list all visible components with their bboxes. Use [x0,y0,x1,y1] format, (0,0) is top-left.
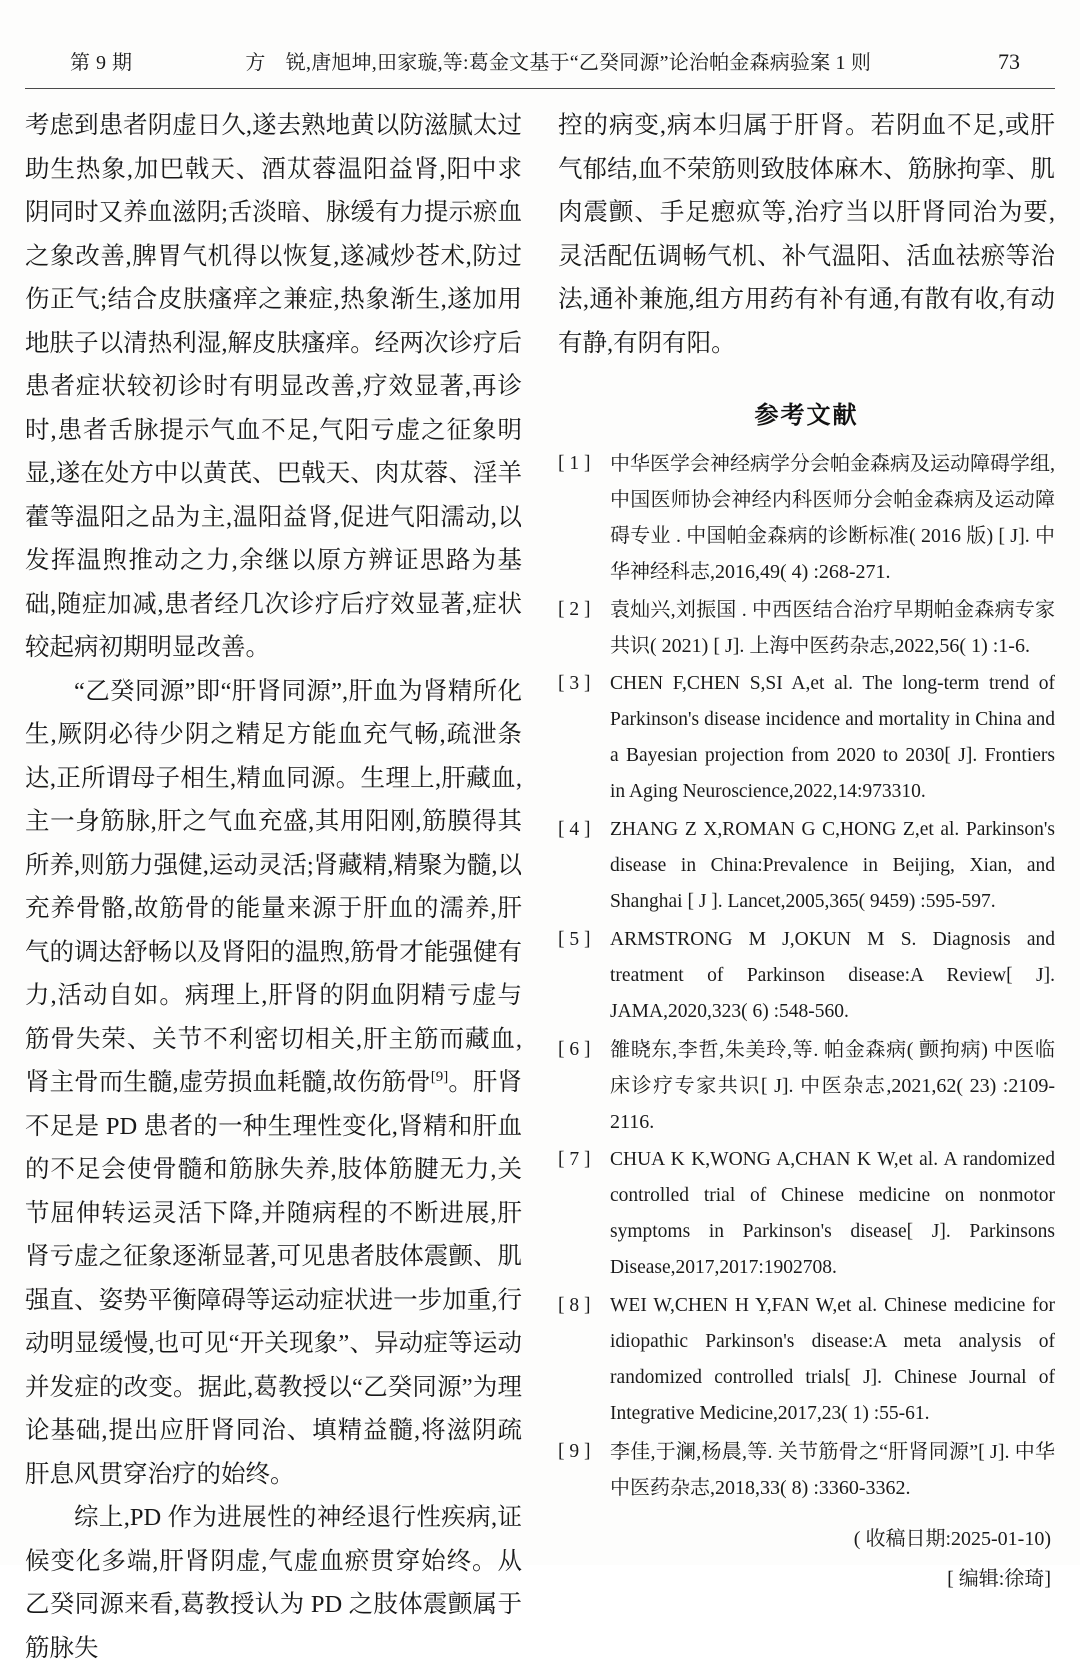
reference-item [558,1032,1055,1140]
received-date: ( 收稿日期:2025-01-10) [853,1528,1051,1550]
reference-text: WEI W,CHEN H Y,FAN W,et al. Chinese medicine for idiopathic Parkinson's disease:A meta analysis of randomized controlled trials[ J]. Chinese Journal of Integrative Medicine,2017,23( 1) :55-61. [610,1295,1055,1424]
reference-text: ARMSTRONG M J,OKUN M S. Diagnosis and treatment of Parkinson disease:A Review[ J]. JAMA,2020,323( 6) :548-560. [610,929,1055,1022]
body-paragraph-3: 综上,PD 作为进展性的神经退行性疾病,证候变化多端,肝肾阴虚,气虚血瘀贯穿始终。从乙癸同源来看,葛教授认为 PD 之肢体震颤属于筋脉失 [25,1504,522,1662]
reference-item [558,666,1055,810]
references-list [558,446,1055,1506]
references-heading: 参考文献 [754,402,859,429]
reference-item [558,922,1055,1030]
running-head [70,46,1020,80]
reference-text: 袁灿兴,刘振国 . 中西医结合治疗早期帕金森病专家共识( 2021) [ J]. 上海中医药杂志,2022,56( 1) :1-6. [610,599,1055,657]
reference-text: 李佳,于澜,杨晨,等. 关节筋骨之“肝肾同源”[ J]. 中华中医药杂志,2018,33( 8) :3360-3362. [610,1441,1055,1499]
reference-item [558,1288,1055,1432]
reference-number: [ 8 ] [558,1295,591,1316]
paragraph-2-tail: 。肝肾不足是 PD 患者的一种生理性变化,肾精和肝血的不足会使骨髓和筋脉失养,肢体筋腱无力,关节屈伸转运灵活下降,并随病程的不断进展,肝肾亏虚之征象逐渐显著,可见患者肢体震颤、肌强直、姿势平衡障碍等运动症状进一步加重,行动明显缓慢,也可见“开关现象”、异动症等运动并发症的改变。据此,葛教授以“乙癸同源”为理论基础,提出应肝肾同治、填精益髓,将滋阴疏肝息风贯穿治疗的始终。 [25,1069,522,1488]
issue-label: 第 9 期 [70,52,133,74]
reference-number: [ 3 ] [558,673,591,694]
reference-text: ZHANG Z X,ROMAN G C,HONG Z,et al. Parkinson's disease in China:Prevalence in Beijing, Xian, and Shanghai [ J ]. Lancet,2005,365( 9459) :595-597. [610,819,1055,912]
continuation-paragraph: 控的病变,病本归属于肝肾。若阴血不足,或肝气郁结,血不荣筋则致肢体麻木、筋脉拘挛、肌肉震颤、手足瘛疭等,治疗当以肝肾同治为要,灵活配伍调畅气机、补气温阳、活血祛瘀等治法,通补兼施,组方用药有补有通,有散有收,有动有静,有阴有阳。 [558,112,1055,357]
reference-number: [ 2 ] [558,599,591,620]
reference-item [558,1142,1055,1286]
page-number: 73 [998,49,1020,74]
paragraph-2-head: “乙癸同源”即“肝肾同源”,肝血为肾精所化生,厥阴必待少阴之精足方能血充气畅,疏泄条达,正所谓母子相生,精血同源。生理上,肝藏血,主一身筋脉,肝之气血充盛,其用阳刚,筋膜得其所养,则筋力强健,运动灵活;肾藏精,精聚为髓,以充养骨骼,故筋骨的能量来源于肝血的濡养,肝气的调达舒畅以及肾阳的温煦,筋骨才能强健有力,活动自如。病理上,肝肾的阴血阴精亏虚与筋骨失荣、关节不利密切相关,肝主筋而藏血,肾主骨而生髓,虚劳损血耗髓,故伤筋骨 [25,677,522,1096]
reference-item [558,812,1055,920]
reference-item [558,446,1055,590]
reference-text: 雒晓东,李哲,朱美玲,等. 帕金森病( 颤拘病) 中医临床诊疗专家共识[ J]. 中医杂志,2021,62( 23) :2109-2116. [610,1039,1055,1133]
reference-number: [ 9 ] [558,1441,591,1462]
editor-line: [ 编辑:徐琦] [947,1568,1051,1590]
header-rule [25,88,1055,89]
reference-text: CHUA K K,WONG A,CHAN K W,et al. A randomized controlled trial of Chinese medicine on nonmotor symptoms in Parkinson's disease[ J]. Parkinsons Disease,2017,2017:1902708. [610,1149,1055,1278]
right-column [558,104,1055,1598]
reference-number: [ 6 ] [558,1039,591,1060]
body-paragraph-2 [25,670,522,1497]
article-running-title: 方 锐,唐旭坤,田家璇,等:葛金文基于“乙癸同源”论治帕金森病验案 1 则 [245,52,872,74]
body-paragraph-1: 考虑到患者阴虚日久,遂去熟地黄以防滋腻太过助生热象,加巴戟天、酒苁蓉温阳益肾,阳中求阴同时又养血滋阴;舌淡暗、脉缓有力提示瘀血之象改善,脾胃气机得以恢复,遂减炒苍术,防过伤正气;结合皮肤瘙痒之兼症,热象渐生,遂加用地肤子以清热利湿,解皮肤瘙痒。经两次诊疗后患者症状较初诊时有明显改善,疗效显著,再诊时,患者舌脉提示气血不足,气阳亏虚之征象明显,遂在处方中以黄芪、巴戟天、肉苁蓉、淫羊藿等温阳之品为主,温阳益肾,促进气阳濡动,以发挥温煦推动之力,余继以原方辨证思路为基础,随症加减,患者经几次诊疗后疗效显著,症状较起病初期明显改善。 [25,112,522,661]
reference-number: [ 7 ] [558,1149,591,1170]
reference-item [558,1434,1055,1506]
reference-number: [ 4 ] [558,819,591,840]
citation-marker-9: [9] [430,1068,449,1085]
reference-number: [ 1 ] [558,453,591,474]
reference-text: CHEN F,CHEN S,SI A,et al. The long-term trend of Parkinson's disease incidence and mortality in China and a Bayesian projection from 2020 to 2030[ J]. Frontiers in Aging Neuroscience,2022,14:973310. [610,673,1055,802]
reference-text: 中华医学会神经病学分会帕金森病及运动障碍学组,中国医师协会神经内科医师分会帕金森病及运动障碍专业 . 中国帕金森病的诊断标准( 2016 版) [ J]. 中华神经科志,2016,49( 4) :268-271. [610,453,1055,583]
reference-item [558,592,1055,664]
reference-number: [ 5 ] [558,929,591,950]
left-column [25,104,522,1670]
